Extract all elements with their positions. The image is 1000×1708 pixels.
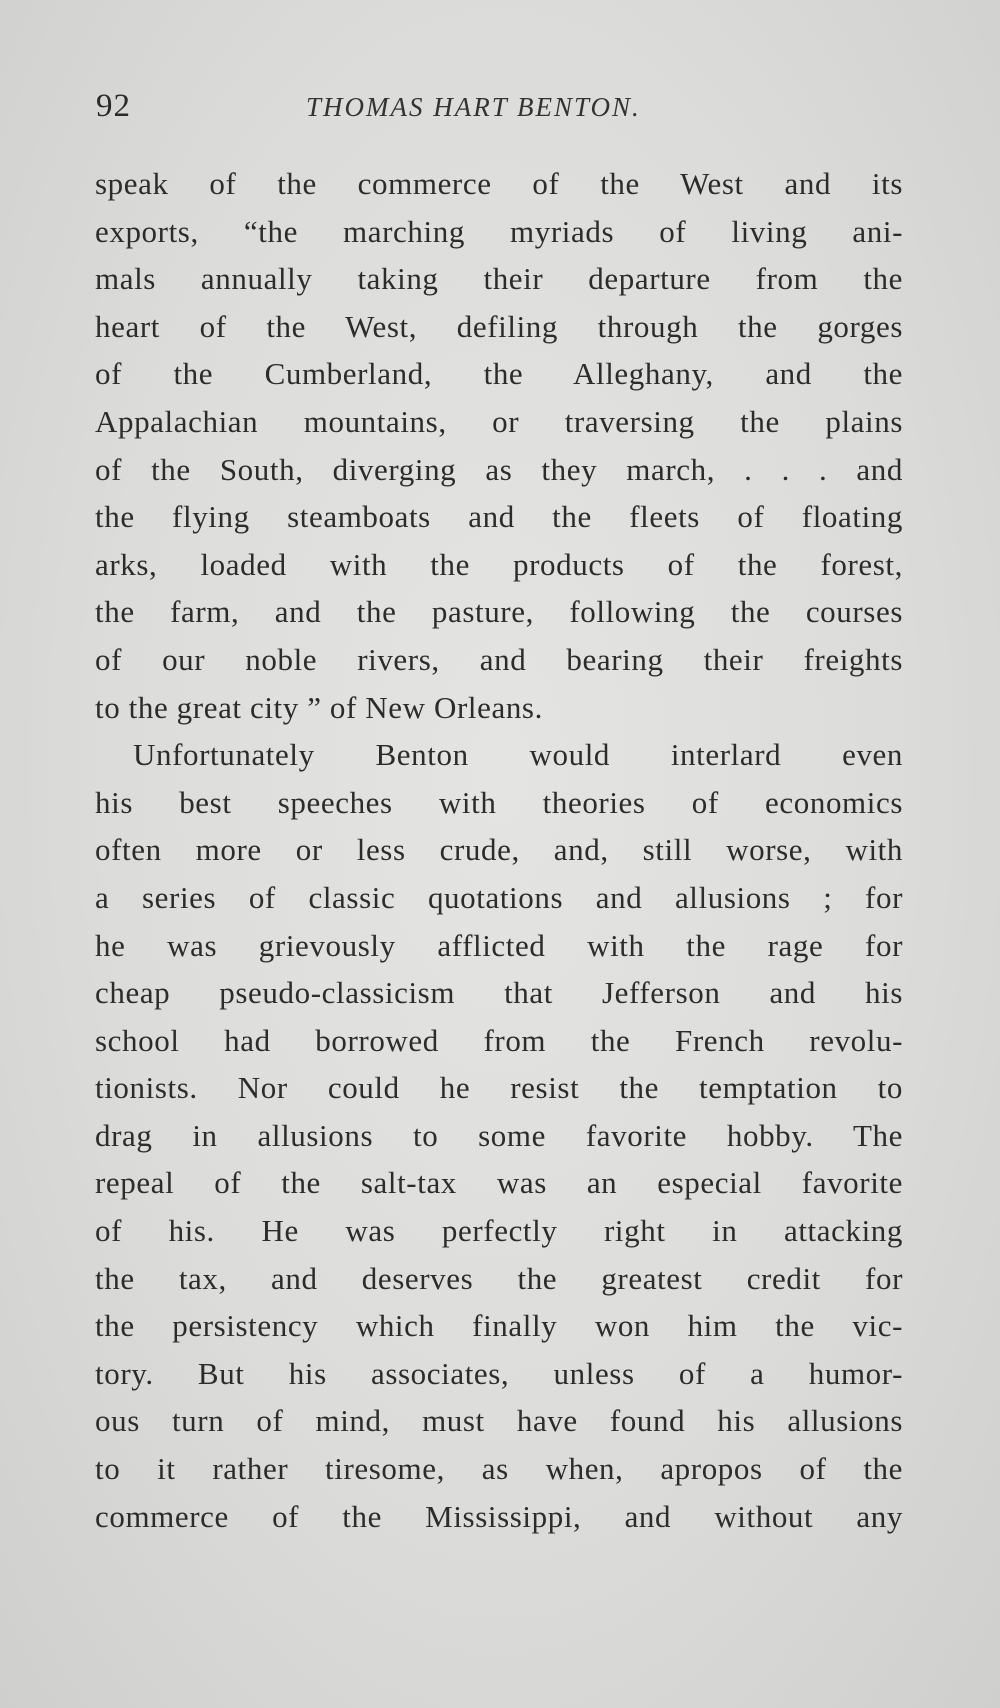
page-header (96, 88, 908, 128)
text-line: the farm, and the pasture, following the courses (95, 594, 903, 630)
text-line: ous turn of mind, must have found his allusions (95, 1403, 903, 1439)
text-line: the flying steamboats and the fleets of floating (95, 499, 903, 535)
page-number: 92 (96, 88, 131, 124)
text-line: exports, “the marching myriads of living ani- (95, 213, 903, 249)
text-line: Unfortunately Benton would interlard even (133, 737, 903, 773)
text-line: commerce of the Mississippi, and without any (95, 1498, 903, 1534)
text-line: drag in allusions to some favorite hobby. The (95, 1117, 903, 1153)
text-line: heart of the West, defiling through the gorges (95, 308, 903, 344)
text-line: tionists. Nor could he resist the temptation to (95, 1070, 903, 1106)
text-line: Appalachian mountains, or traversing the plains (95, 403, 903, 439)
text-line: the tax, and deserves the greatest credit for (95, 1260, 903, 1296)
text-line: of his. He was perfectly right in attacking (95, 1213, 903, 1249)
text-line: of the Cumberland, the Alleghany, and the (95, 356, 903, 392)
text-line: the persistency which finally won him the vic- (95, 1308, 903, 1344)
text-line: tory. But his associates, unless of a humor- (95, 1355, 903, 1391)
text-line: arks, loaded with the products of the forest, (95, 546, 903, 582)
text-line: cheap pseudo-classicism that Jefferson and his (95, 975, 903, 1011)
text-line: he was grievously afflicted with the rage for (95, 927, 903, 963)
text-line: often more or less crude, and, still worse, with (95, 832, 903, 868)
text-line: mals annually taking their departure from the (95, 261, 903, 297)
text-line: to the great city ” of New Orleans. (95, 689, 543, 725)
running-head: THOMAS HART BENTON. (306, 92, 641, 122)
text-line: of the South, diverging as they march, . . . and (95, 451, 903, 487)
text-line: of our noble rivers, and bearing their freights (95, 641, 903, 677)
body-text (95, 160, 903, 1540)
text-line: speak of the commerce of the West and its (95, 166, 903, 201)
text-line: to it rather tiresome, as when, apropos of the (95, 1451, 903, 1487)
text-line: school had borrowed from the French revolu- (95, 1022, 903, 1058)
text-line: repeal of the salt-tax was an especial favorite (95, 1165, 903, 1201)
text-line: his best speeches with theories of economics (95, 784, 903, 820)
text-line: a series of classic quotations and allusions ; for (95, 879, 903, 915)
